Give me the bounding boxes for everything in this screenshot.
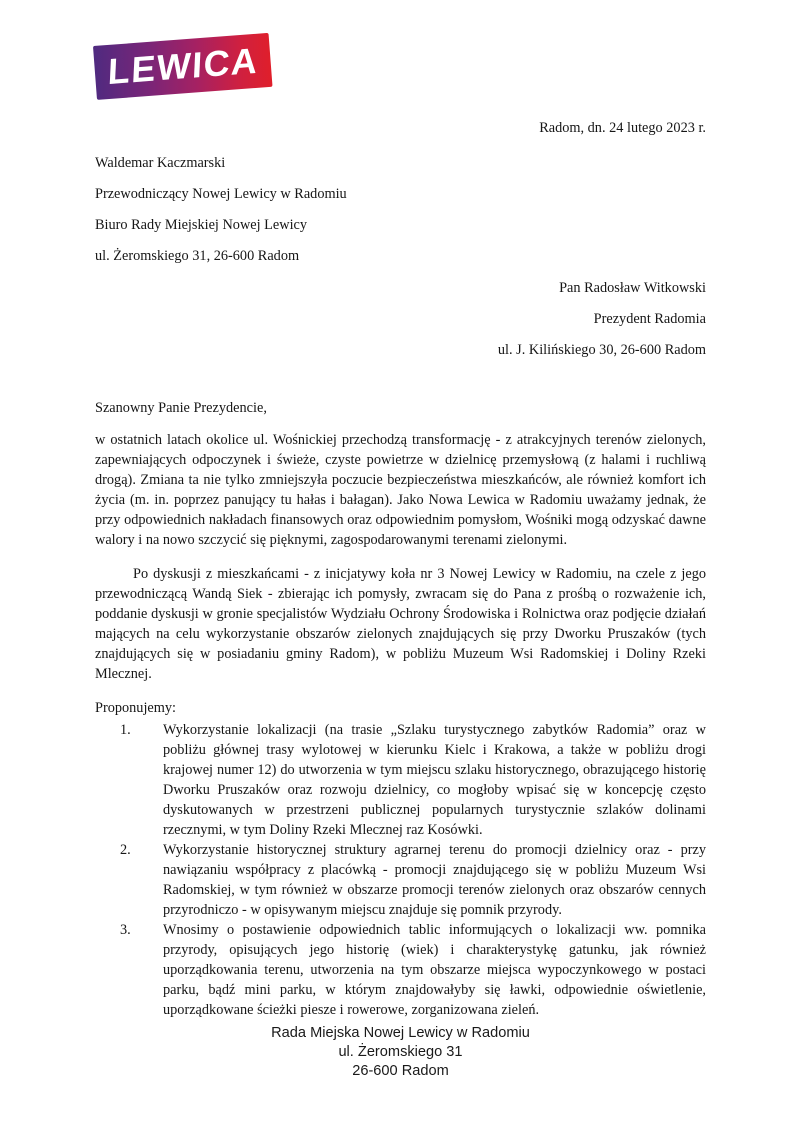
list-item-3 bbox=[95, 920, 706, 1020]
list-item-2 bbox=[95, 840, 706, 920]
list-number: 2. bbox=[120, 842, 131, 858]
recipient-block bbox=[95, 278, 706, 360]
logo-area bbox=[95, 39, 706, 108]
list-item-1 bbox=[95, 720, 706, 840]
list-text: Wnosimy o postawienie odpowiednich tablic informujących o lokalizacji ww. pomnika przyrody, opisujących jego historię (wiek) i charakterystykę gatunku, jak również uporządkowania terenu, utworzenia na tym obszarze miejsca wypoczynkowego w postaci parku, bądź mini parku, w którym znajdowałyby się ławki, odpowiednie oświetlenie, uporządkowane ścieżki piesze i rowerowe, zorganizowana zieleń. bbox=[163, 922, 706, 1018]
footer-org: Rada Miejska Nowej Lewicy w Radomiu bbox=[271, 1025, 530, 1041]
sender-block bbox=[95, 153, 706, 266]
paragraph-2: Po dyskusji z mieszkańcami - z inicjatywy koła nr 3 Nowej Lewicy w Radomiu, na czele z jego przewodniczącą Wandą Siek - zbierając ich pomysły, zwracam się do Pana z prośbą o rozważenie ich, poddanie dyskusji w gronie specjalistów Wydziału Ochrony Środowiska i Rolnictwa oraz podjęcie działań mających na celu wykorzystanie obszarów zielonych znajdujących się przy Dworku Pruszaków (tych znajdujących się w posiadaniu gminy Radom), w pobliżu Muzeum Wsi Radomskiej i Doliny Rzeki Mlecznej. bbox=[95, 566, 706, 682]
recipient-name: Pan Radosław Witkowski bbox=[559, 280, 706, 296]
sender-role: Przewodniczący Nowej Lewicy w Radomiu bbox=[95, 186, 347, 202]
list-text: Wykorzystanie historycznej struktury agrarnej terenu do promocji dzielnicy oraz - przy nawiązaniu współpracy z placówką - promocji znajdującego się w pobliżu Muzeum Wsi Radomskiej, w tym również w obszarze promocji terenów zielonych oraz obszarów cennych przyrodniczo - w opisywanym miejscu znajduje się pomnik przyrody. bbox=[163, 842, 706, 918]
sender-office: Biuro Rady Miejskiej Nowej Lewicy bbox=[95, 217, 308, 233]
recipient-role: Prezydent Radomia bbox=[593, 311, 706, 327]
list-number: 1. bbox=[120, 722, 131, 738]
lewica-logo-text: LEWICA bbox=[106, 39, 260, 93]
footer-block bbox=[95, 1024, 706, 1081]
lewica-logo bbox=[93, 33, 273, 100]
paragraph-1: w ostatnich latach okolice ul. Wośnickiej przechodzą transformację - z atrakcyjnych terenów zielonych, zapewniających odpoczynek i świeże, czyste powietrze w dzielnicę przemysłową (z halami i ruchliwą drogą). Zmiana ta nie tylko zmniejszyła poczucie bezpieczeństwa mieszkańców, ale również komfort ich życia (m. in. poprzez panujący tu hałas i bałagan). Jako Nowa Lewica w Radomiu uważamy jednak, że przy odpowiednich nakładach finansowych oraz odpowiednim pomysłom, Wośniki mogą odzyskać dawne walory i na nowo szczycić się pięknymi, zagospodarowanymi terenami zielonymi. bbox=[95, 432, 706, 548]
date-line: Radom, dn. 24 lutego 2023 r. bbox=[539, 120, 706, 136]
footer-postal: 26-600 Radom bbox=[352, 1063, 449, 1079]
sender-address: ul. Żeromskiego 31, 26-600 Radom bbox=[95, 248, 300, 264]
recipient-address: ul. J. Kilińskiego 30, 26-600 Radom bbox=[497, 342, 706, 358]
propose-label: Proponujemy: bbox=[95, 700, 177, 716]
footer-street: ul. Żeromskiego 31 bbox=[338, 1044, 463, 1060]
salutation: Szanowny Panie Prezydencie, bbox=[95, 400, 267, 416]
list-text: Wykorzystanie lokalizacji (na trasie „Szlaku turystycznego zabytków Radomia” oraz w pobliżu głównej trasy wylotowej w kierunku Kielc i Krakowa, a także w pobliżu drogi krajowej numer 12) do utworzenia w tym miejscu szlaku historycznego, obrazującego historię Dworku Pruszaków oraz rozwoju dzielnicy, co mogłoby wpisać się w koncepcję często dyskutowanych w przestrzeni publicznej popularnych turystycznie szlaków dolinami rzecznymi, w tym Doliny Rzeki Mlecznej raz Kosówki. bbox=[163, 722, 706, 838]
proposal-list bbox=[95, 720, 706, 1020]
sender-name: Waldemar Kaczmarski bbox=[95, 155, 226, 171]
list-number: 3. bbox=[120, 922, 131, 938]
